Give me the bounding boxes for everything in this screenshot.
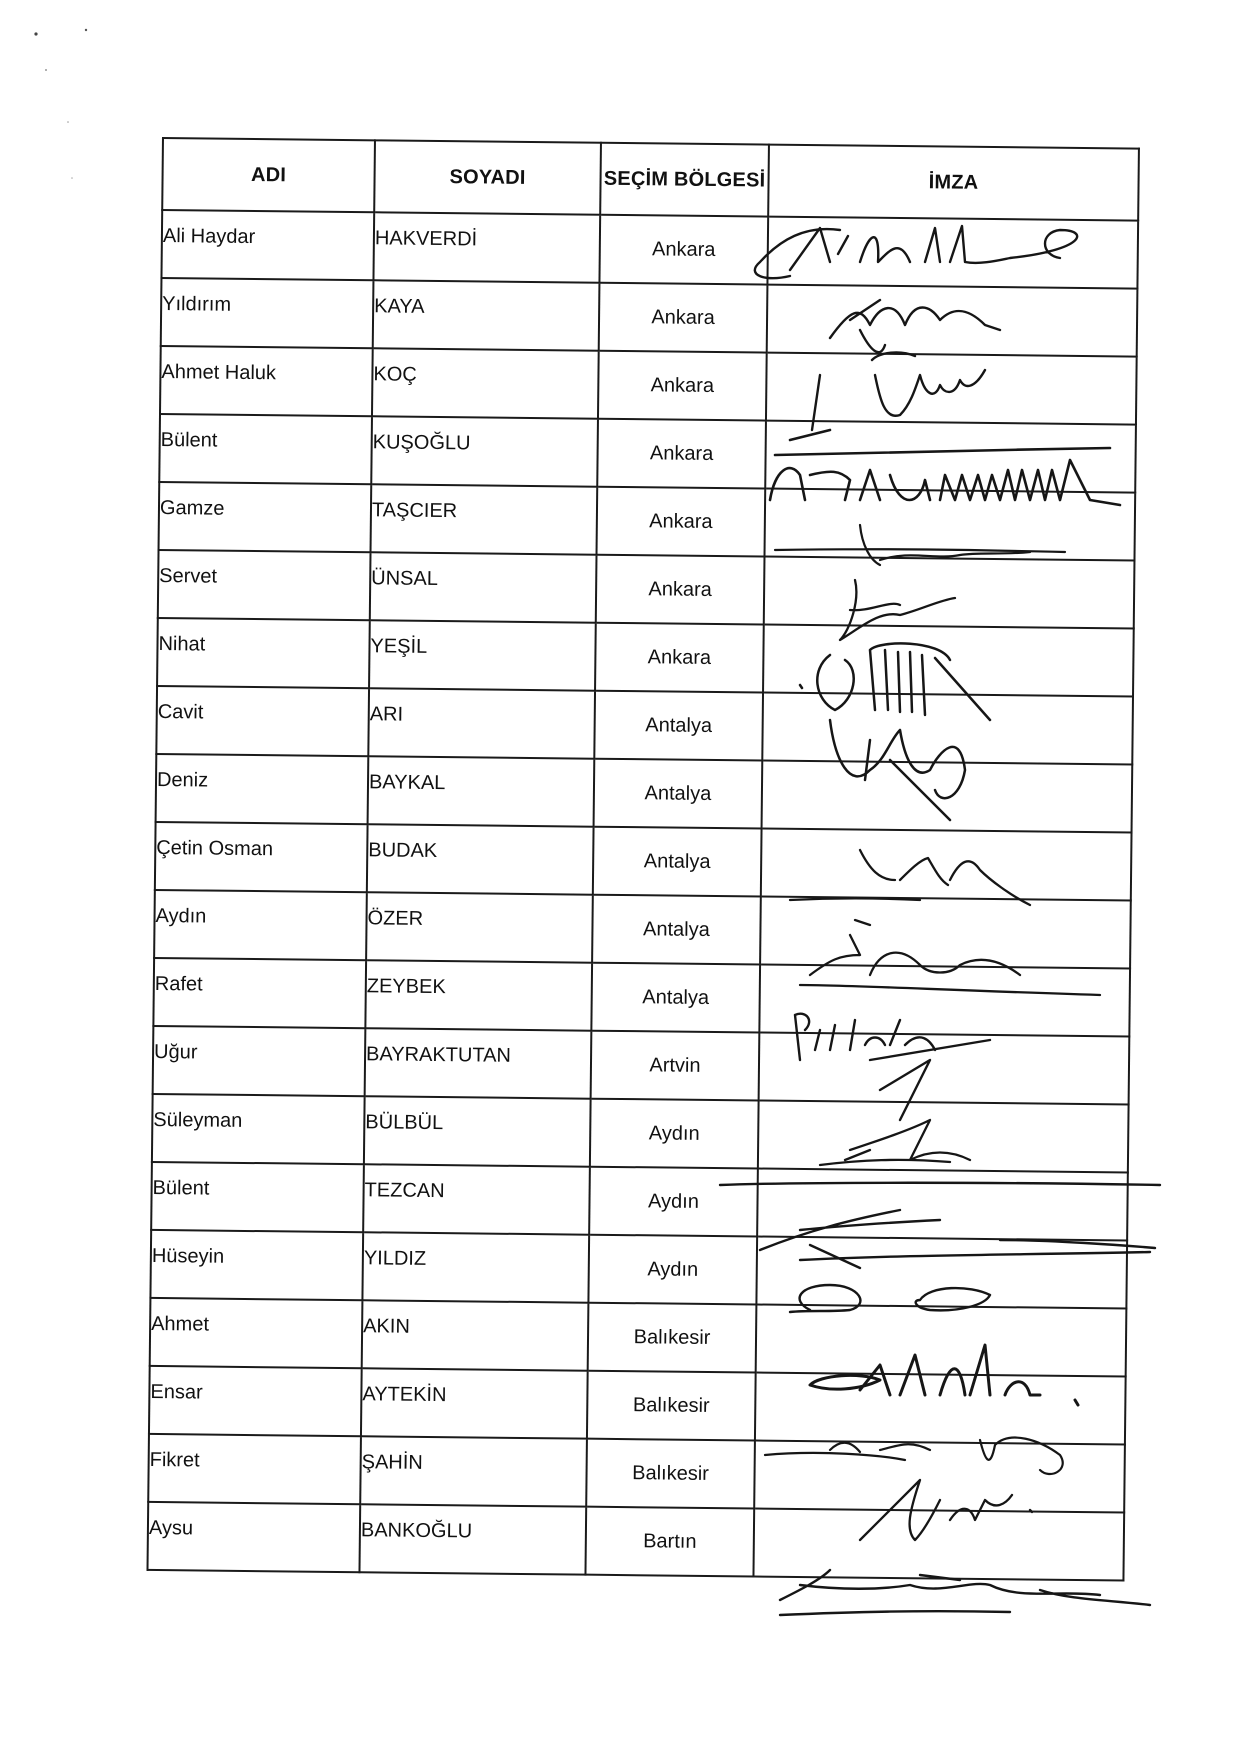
- cell-secim-bolgesi-text: Antalya: [643, 849, 711, 873]
- cell-secim-bolgesi: [587, 1371, 756, 1441]
- cell-soyadi: [359, 1504, 586, 1574]
- table-row: [153, 1026, 1130, 1105]
- cell-imza: [753, 1508, 1124, 1580]
- cell-adi: [150, 1298, 363, 1368]
- table-row: [158, 550, 1135, 629]
- cell-imza: [762, 693, 1133, 765]
- cell-adi-text: Aysu: [148, 1516, 194, 1539]
- cell-imza: [759, 1033, 1130, 1105]
- table-body: [147, 210, 1138, 1580]
- cell-adi-text: Yıldırım: [162, 292, 232, 316]
- cell-adi-text: Ali Haydar: [162, 224, 256, 248]
- cell-soyadi-text: KOÇ: [373, 362, 417, 386]
- table-row: [152, 1094, 1129, 1173]
- cell-imza: [762, 761, 1133, 833]
- cell-secim-bolgesi: [592, 895, 761, 965]
- cell-secim-bolgesi: [594, 691, 763, 761]
- cell-adi: [160, 346, 373, 416]
- cell-secim-bolgesi-text: Balıkesir: [632, 1461, 710, 1485]
- cell-adi: [148, 1434, 361, 1504]
- table-row: [160, 346, 1137, 425]
- cell-soyadi-text: BAYKAL: [368, 770, 446, 794]
- cell-secim-bolgesi: [588, 1235, 757, 1305]
- cell-soyadi-text: YILDIZ: [363, 1246, 427, 1270]
- table-row: [153, 958, 1130, 1037]
- cell-imza: [756, 1237, 1127, 1309]
- cell-adi: [159, 482, 372, 552]
- cell-soyadi: [361, 1368, 588, 1438]
- cell-soyadi: [373, 280, 600, 350]
- cell-imza: [761, 829, 1132, 901]
- table-row: [161, 210, 1138, 289]
- cell-soyadi-text: YEŞİL: [370, 634, 428, 658]
- table-row: [159, 414, 1136, 493]
- cell-adi: [154, 890, 367, 960]
- cell-soyadi-text: ARI: [369, 702, 404, 726]
- cell-adi: [152, 1094, 365, 1164]
- cell-secim-bolgesi: [594, 759, 763, 829]
- header-adi: ADI: [162, 138, 375, 212]
- cell-soyadi-text: TAŞCIER: [371, 498, 458, 522]
- cell-adi-text: Ensar: [150, 1380, 203, 1404]
- cell-adi-text: Servet: [159, 564, 218, 588]
- cell-soyadi: [362, 1232, 589, 1302]
- cell-soyadi: [360, 1436, 587, 1506]
- table-row: [151, 1162, 1128, 1241]
- table-row: [156, 686, 1133, 765]
- table-row: [157, 618, 1134, 697]
- cell-secim-bolgesi: [597, 487, 766, 557]
- cell-secim-bolgesi: [589, 1167, 758, 1237]
- signature-table: [146, 137, 1139, 1581]
- cell-soyadi: [373, 212, 600, 282]
- cell-secim-bolgesi-text: Antalya: [645, 713, 713, 737]
- cell-soyadi-text: TEZCAN: [364, 1178, 445, 1202]
- cell-imza: [755, 1372, 1126, 1444]
- cell-secim-bolgesi: [586, 1439, 755, 1509]
- cell-adi-text: Nihat: [158, 632, 206, 655]
- table-row: [161, 278, 1138, 357]
- cell-adi: [147, 1502, 360, 1572]
- cell-secim-bolgesi-text: Antalya: [644, 781, 712, 805]
- cell-soyadi: [365, 960, 592, 1030]
- table-row: [159, 482, 1136, 561]
- cell-secim-bolgesi-text: Ankara: [647, 645, 712, 669]
- cell-adi: [156, 686, 369, 756]
- cell-adi: [161, 210, 374, 280]
- cell-secim-bolgesi-text: Artvin: [649, 1053, 701, 1077]
- cell-secim-bolgesi-text: Antalya: [642, 985, 710, 1009]
- cell-imza: [764, 557, 1135, 629]
- cell-secim-bolgesi-text: Ankara: [649, 509, 713, 533]
- cell-soyadi: [371, 416, 598, 486]
- cell-soyadi-text: ÜNSAL: [371, 566, 439, 590]
- cell-adi: [158, 550, 371, 620]
- cell-adi-text: Aydın: [155, 904, 207, 928]
- cell-adi-text: Ahmet: [151, 1312, 210, 1336]
- table-row: [154, 890, 1131, 969]
- cell-imza: [767, 285, 1138, 357]
- cell-soyadi-text: ŞAHİN: [361, 1450, 423, 1474]
- cell-secim-bolgesi-text: Ankara: [651, 305, 715, 329]
- header-secim-bolgesi: SEÇİM BÖLGESİ: [600, 143, 769, 217]
- cell-secim-bolgesi-text: Aydın: [648, 1189, 700, 1213]
- cell-adi-text: Çetin Osman: [156, 836, 274, 860]
- cell-imza: [759, 965, 1130, 1037]
- cell-soyadi-text: BÜLBÜL: [365, 1110, 444, 1134]
- cell-imza: [763, 625, 1134, 697]
- cell-adi: [151, 1162, 364, 1232]
- cell-soyadi-text: KUŞOĞLU: [372, 430, 471, 454]
- table-row: [150, 1298, 1127, 1377]
- cell-secim-bolgesi-text: Balıkesir: [633, 1325, 711, 1349]
- cell-imza: [754, 1440, 1125, 1512]
- cell-adi-text: Gamze: [159, 496, 225, 520]
- table-row: [147, 1502, 1124, 1581]
- cell-secim-bolgesi: [588, 1303, 757, 1373]
- cell-soyadi: [368, 756, 595, 826]
- cell-adi: [157, 618, 370, 688]
- cell-secim-bolgesi: [597, 419, 766, 489]
- cell-imza: [766, 353, 1137, 425]
- cell-secim-bolgesi: [599, 215, 768, 285]
- cell-adi-text: Bülent: [160, 428, 218, 452]
- cell-imza: [756, 1305, 1127, 1377]
- cell-soyadi-text: KAYA: [374, 294, 425, 318]
- cell-secim-bolgesi-text: Aydın: [648, 1121, 700, 1145]
- cell-adi: [153, 958, 366, 1028]
- cell-soyadi-text: ÖZER: [367, 906, 424, 930]
- cell-imza: [760, 897, 1131, 969]
- cell-secim-bolgesi-text: Ankara: [648, 577, 712, 601]
- cell-soyadi-text: AYTEKİN: [362, 1382, 447, 1406]
- cell-soyadi: [372, 348, 599, 418]
- cell-soyadi: [367, 824, 594, 894]
- table-row: [148, 1434, 1125, 1513]
- cell-imza: [765, 421, 1136, 493]
- cell-imza: [757, 1169, 1128, 1241]
- cell-secim-bolgesi: [585, 1507, 754, 1577]
- cell-adi-text: Cavit: [157, 700, 204, 723]
- table-row: [156, 754, 1133, 833]
- table-row: [155, 822, 1132, 901]
- cell-adi-text: Ahmet Haluk: [161, 360, 277, 384]
- cell-secim-bolgesi-text: Ankara: [650, 373, 715, 397]
- cell-adi: [155, 822, 368, 892]
- cell-soyadi: [362, 1300, 589, 1370]
- cell-secim-bolgesi-text: Ankara: [649, 441, 714, 465]
- cell-secim-bolgesi: [593, 827, 762, 897]
- cell-soyadi-text: HAKVERDİ: [374, 226, 478, 250]
- cell-soyadi: [369, 620, 596, 690]
- cell-adi: [156, 754, 369, 824]
- header-imza: İMZA: [768, 145, 1139, 221]
- cell-adi: [149, 1366, 362, 1436]
- cell-adi-text: Süleyman: [153, 1108, 243, 1132]
- cell-adi-text: Bülent: [152, 1176, 210, 1200]
- cell-imza: [758, 1101, 1129, 1173]
- cell-secim-bolgesi: [599, 283, 768, 353]
- cell-soyadi: [368, 688, 595, 758]
- cell-imza: [764, 489, 1135, 561]
- cell-soyadi: [371, 484, 598, 554]
- cell-secim-bolgesi: [591, 963, 760, 1033]
- cell-secim-bolgesi-text: Bartın: [643, 1529, 697, 1553]
- header-row: [162, 138, 1139, 221]
- cell-soyadi-text: AKIN: [363, 1314, 410, 1338]
- table-row: [150, 1230, 1127, 1309]
- table-row: [149, 1366, 1126, 1445]
- cell-secim-bolgesi: [595, 623, 764, 693]
- cell-adi-text: Hüseyin: [151, 1244, 225, 1268]
- cell-soyadi-text: BAYRAKTUTAN: [365, 1042, 512, 1067]
- cell-adi: [161, 278, 374, 348]
- cell-adi: [159, 414, 372, 484]
- cell-soyadi: [364, 1096, 591, 1166]
- cell-secim-bolgesi-text: Antalya: [642, 917, 710, 941]
- header-soyadi: SOYADI: [374, 140, 601, 214]
- cell-secim-bolgesi-text: Aydın: [647, 1257, 699, 1281]
- cell-adi-text: Rafet: [154, 972, 203, 995]
- cell-soyadi: [365, 1028, 592, 1098]
- cell-secim-bolgesi: [590, 1099, 759, 1169]
- scan-artifacts: [0, 0, 120, 200]
- cell-secim-bolgesi-text: Balıkesir: [632, 1393, 710, 1417]
- cell-adi: [153, 1026, 366, 1096]
- cell-soyadi: [363, 1164, 590, 1234]
- cell-imza: [767, 217, 1138, 289]
- cell-secim-bolgesi-text: Ankara: [652, 237, 716, 261]
- cell-soyadi: [370, 552, 597, 622]
- cell-adi-text: Uğur: [153, 1040, 198, 1063]
- cell-secim-bolgesi: [596, 555, 765, 625]
- cell-adi-text: Deniz: [156, 768, 209, 792]
- cell-adi-text: Fikret: [149, 1448, 200, 1471]
- cell-soyadi-text: BANKOĞLU: [360, 1518, 473, 1542]
- cell-soyadi: [366, 892, 593, 962]
- cell-soyadi-text: BUDAK: [368, 838, 438, 862]
- cell-adi: [150, 1230, 363, 1300]
- cell-secim-bolgesi: [591, 1031, 760, 1101]
- cell-secim-bolgesi: [598, 351, 767, 421]
- cell-soyadi-text: ZEYBEK: [366, 974, 446, 998]
